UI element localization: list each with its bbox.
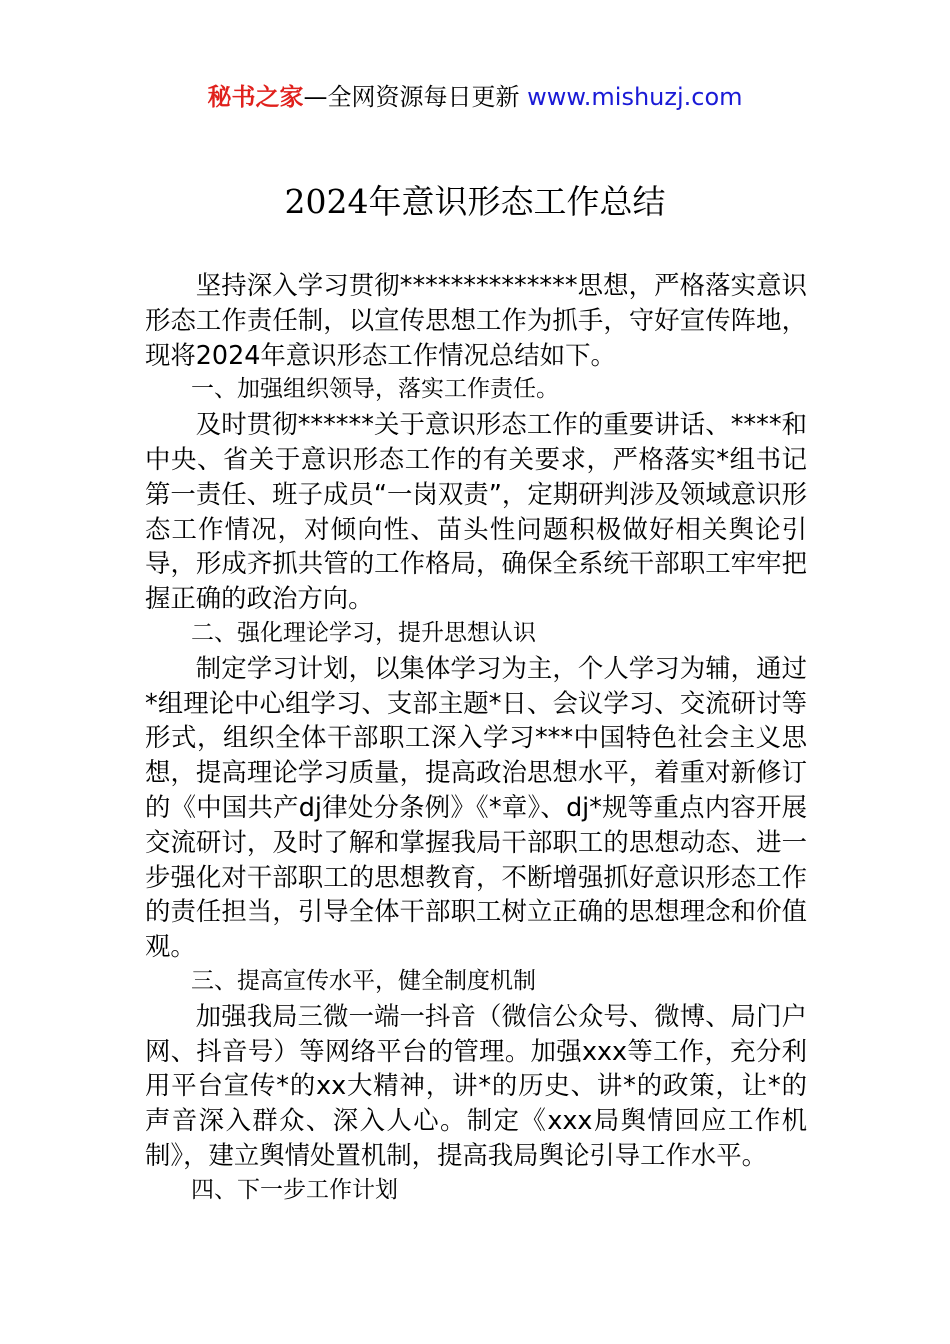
document-title: 2024年意识形态工作总结 [284,182,666,221]
paragraph-section-1: 及时贯彻******关于意识形态工作的重要讲话、****和中央、省关于意识形态工作的有关要求，严格落实*组书记第一责任、班子成员“一岗双责”，定期研判涉及领域意识形态工作情况，对倾向性、苗头性问题积极做好相关舆论引导，形成齐抓共管的工作格局，确保全系统干部职工牢牢把握正确的政治方向。 [145,409,807,614]
paragraph-intro: 坚持深入学习贯彻**************思想，严格落实意识形态工作责任制，以宣传思想工作为抓手，守好宣传阵地，现将2024年意识形态工作情况总结如下。 [145,270,807,370]
section-heading-3: 三、提高宣传水平，健全制度机制 [191,967,536,994]
section-heading-4: 四、下一步工作计划 [191,1176,398,1203]
site-header [0,80,950,114]
paragraph-section-3: 加强我局三微一端一抖音（微信公众号、微博、局门户网、抖音号）等网络平台的管理。加强xxx等工作，充分利用平台宣传*的xx大精神，讲*的历史、讲*的政策，让*的声音深入群众、深入人心。制定《xxx局舆情回应工作机制》，建立舆情处置机制，提高我局舆论引导工作水平。 [145,1000,807,1170]
site-url-link[interactable]: www.mishuzj.com [527,83,743,111]
paragraph-section-2: 制定学习计划，以集体学习为主，个人学习为辅，通过*组理论中心组学习、支部主题*日、会议学习、交流研讨等形式，组织全体干部职工深入学习***中国特色社会主义思想，提高理论学习质量，提高政治思想水平，着重对新修订的《中国共产dj律处分条例》《*章》、dj*规等重点内容开展交流研讨，及时了解和掌握我局干部职工的思想动态、进一步强化对干部职工的思想教育，不断增强抓好意识形态工作的责任担当，引导全体干部职工树立正确的思想理念和价值观。 [145,652,807,962]
site-brand: 秘书之家 [207,83,304,111]
document-body [145,268,807,1208]
section-heading-2: 二、强化理论学习，提升思想认识 [191,619,536,646]
section-heading-1: 一、加强组织领导，落实工作责任。 [191,376,559,403]
site-tagline: —全网资源每日更新 [303,83,528,111]
